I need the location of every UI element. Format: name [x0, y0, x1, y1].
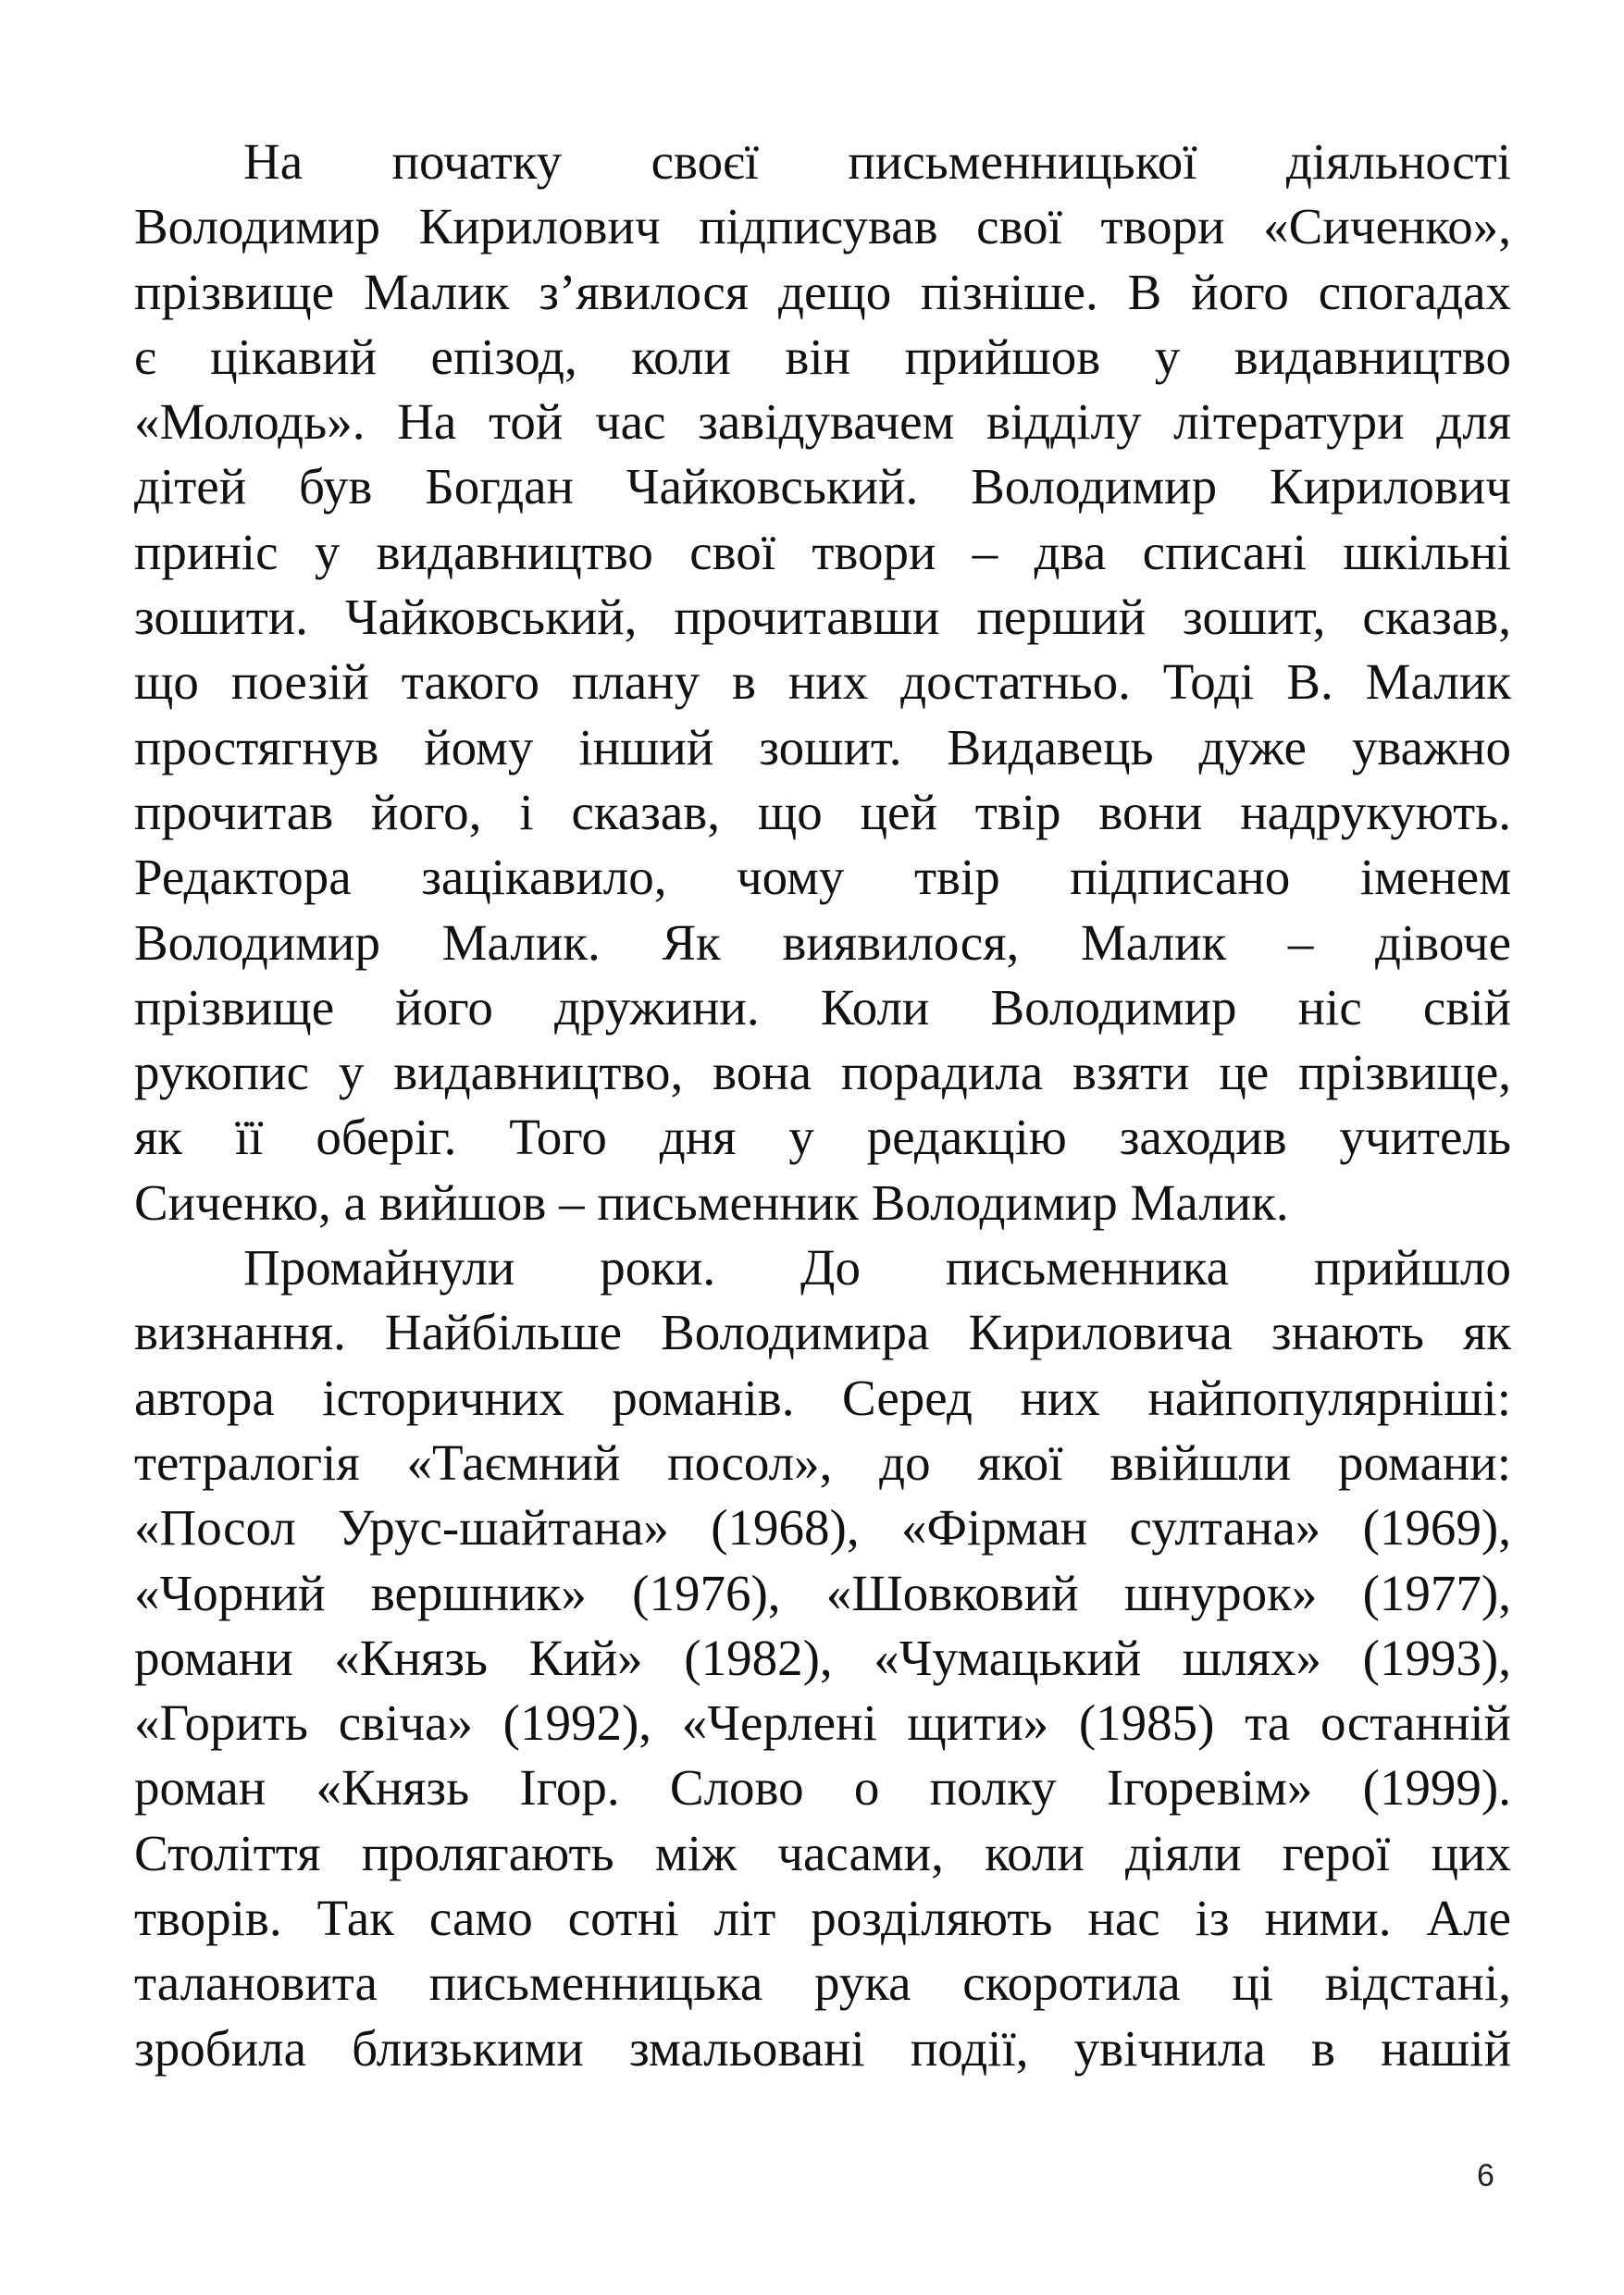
- text-line: зробила близькими змальовані події, увічнила в нашій: [134, 2019, 1511, 2077]
- text-line: Промайнули роки. До письменника прийшло: [243, 1239, 1511, 1296]
- text-line: «Посол Урус-шайтана» (1968), «Фірман султана» (1969),: [134, 1499, 1511, 1557]
- text-line: Володимир Малик. Як виявилося, Малик – дівоче: [134, 913, 1511, 971]
- text-line: прочитав його, і сказав, що цей твір вони надрукують.: [134, 783, 1511, 840]
- text-line: творів. Так само сотні літ розділяють нас із ними. Але: [134, 1890, 1511, 1947]
- text-line: прізвище Малик з’явилося дещо пізніше. В його спогадах: [134, 263, 1511, 320]
- text-line: «Молодь». На той час завідувачем відділу літератури для: [134, 393, 1511, 451]
- text-line: дітей був Богдан Чайковський. Володимир Кирилович: [134, 458, 1511, 515]
- text-line: зошити. Чайковський, прочитавши перший зошит, сказав,: [134, 589, 1511, 646]
- text-line: роман «Князь Ігор. Слово о полку Ігоревім» (1999).: [134, 1759, 1511, 1817]
- text-line: Редактора зацікавило, чому твір підписано іменем: [134, 849, 1511, 906]
- page-number: 6: [1477, 2158, 1494, 2193]
- text-line: як її оберіг. Того дня у редакцію заходив учитель: [134, 1109, 1511, 1166]
- text-line: «Горить свіча» (1992), «Черлені щити» (1985) та останній: [134, 1694, 1511, 1752]
- text-line: Століття пролягають між часами, коли діяли герої цих: [134, 1824, 1511, 1881]
- page-body: [134, 130, 1511, 2081]
- text-line: Сиченко, а вийшов – письменник Володимир Малик.: [134, 1173, 1289, 1231]
- text-line: визнання. Найбільше Володимира Кириловича знають як: [134, 1304, 1511, 1361]
- text-line: «Чорний вершник» (1976), «Шовковий шнурок» (1977),: [134, 1564, 1511, 1621]
- text-line: романи «Князь Кий» (1982), «Чумацький шлях» (1993),: [134, 1629, 1511, 1686]
- text-line: автора історичних романів. Серед них найпопулярніші:: [134, 1369, 1511, 1426]
- paragraph-2: [134, 1235, 1511, 2081]
- text-line: рукопис у видавництво, вона порадила взяти це прізвище,: [134, 1044, 1511, 1101]
- paragraph-1: [134, 130, 1511, 1235]
- text-line: На початку своєї письменницької діяльності: [243, 133, 1511, 190]
- text-line: є цікавий епізод, коли він прийшов у видавництво: [134, 328, 1511, 385]
- text-line: Володимир Кирилович підписував свої твори «Сиченко»,: [134, 198, 1511, 255]
- text-line: талановита письменницька рука скоротила ці відстані,: [134, 1954, 1511, 2012]
- text-line: тетралогія «Таємний посол», до якої ввійшли романи:: [134, 1433, 1511, 1491]
- text-line: приніс у видавництво свої твори – два списані шкільні: [134, 523, 1511, 580]
- text-line: простягнув йому інший зошит. Видавець дуже уважно: [134, 718, 1511, 775]
- text-line: прізвище його дружини. Коли Володимир ніс свій: [134, 978, 1511, 1036]
- text-line: що поезій такого плану в них достатньо. Тоді В. Малик: [134, 653, 1511, 711]
